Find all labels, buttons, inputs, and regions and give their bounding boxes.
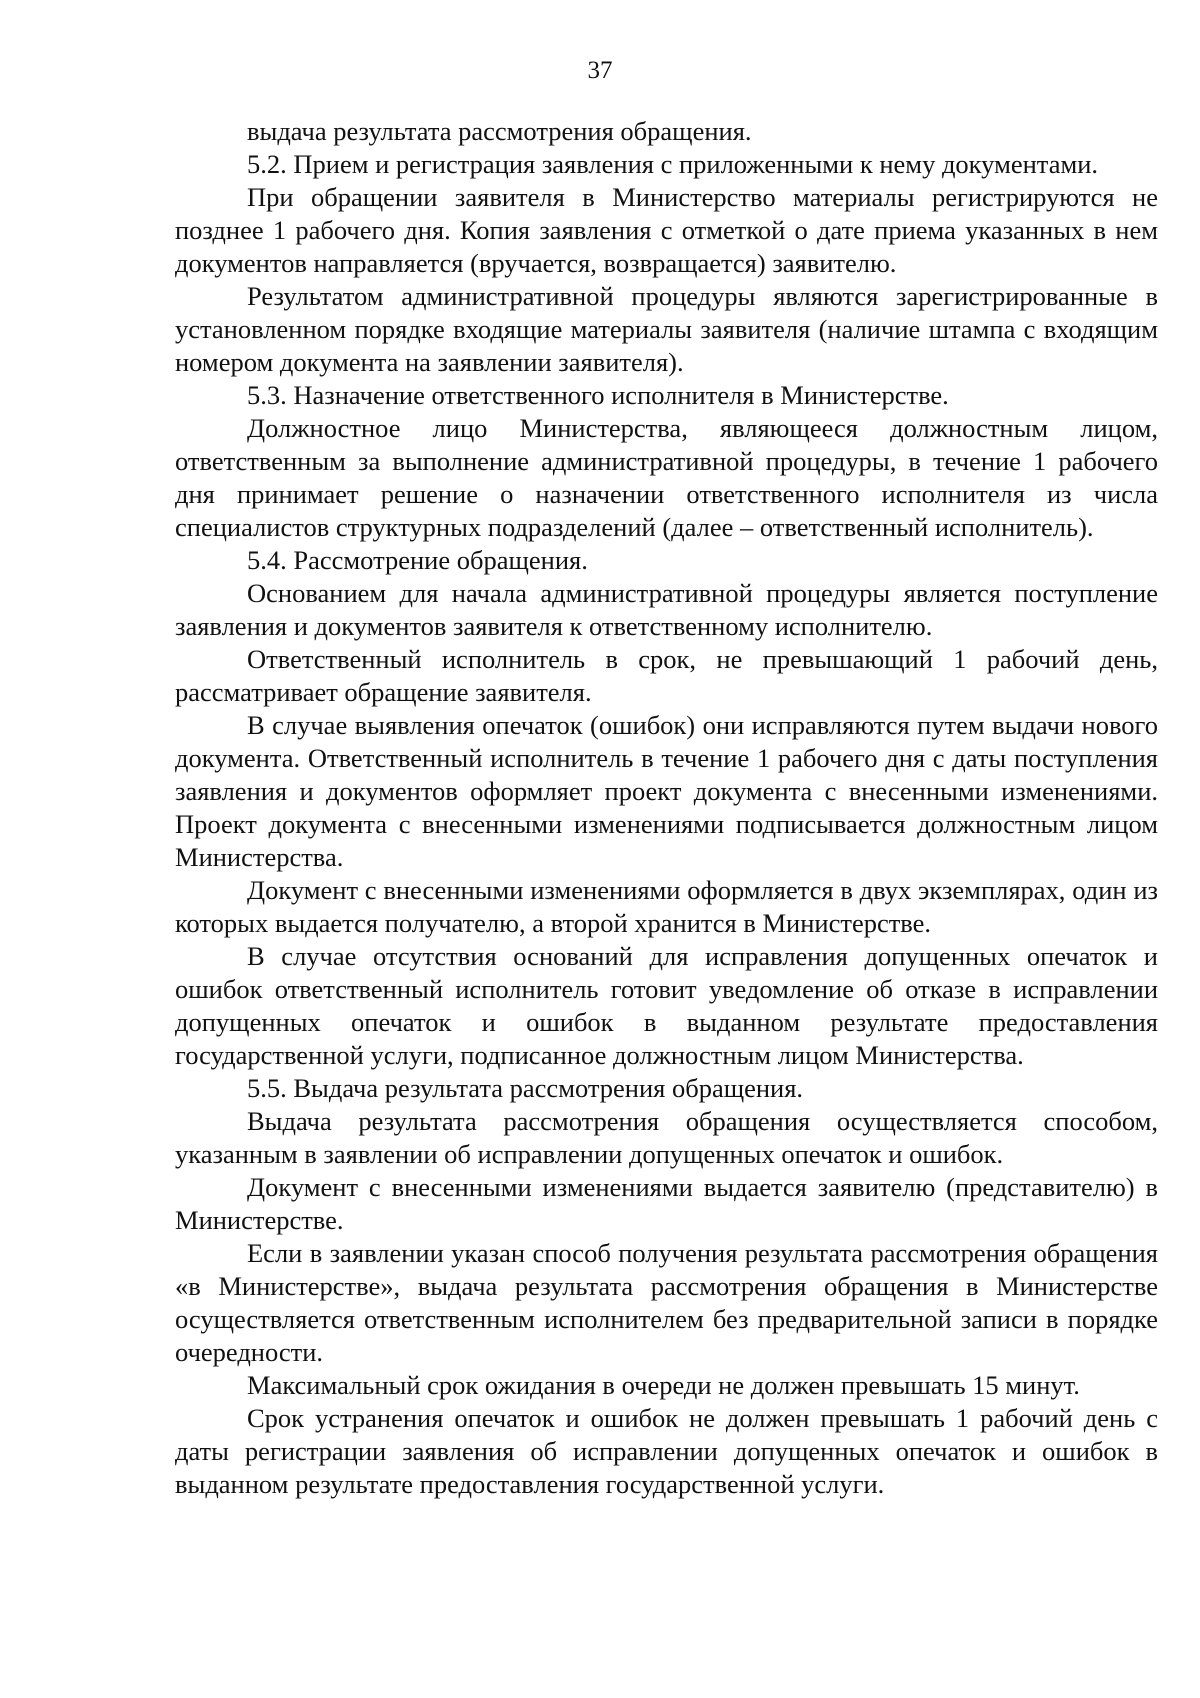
page-number: 37 — [587, 57, 613, 84]
paragraph: Результатом административной процедуры являются зарегистрированные в установленном порядке входящие материалы заявителя (наличие штампа с входящим номером документа на заявлении заявителя). — [175, 281, 1158, 377]
section-heading-5-3: 5.3. Назначение ответственного исполнителя в Министерстве. — [247, 380, 949, 410]
paragraph: Документ с внесенными изменениями выдается заявителю (представителю) в Министерстве. — [175, 1172, 1158, 1235]
section-heading-5-4: 5.4. Рассмотрение обращения. — [247, 545, 588, 575]
document-body — [175, 115, 1158, 1501]
paragraph: Максимальный срок ожидания в очереди не должен превышать 15 минут. — [247, 1370, 1080, 1400]
section-heading-5-5: 5.5. Выдача результата рассмотрения обращения. — [247, 1073, 804, 1103]
section-heading-5-2: 5.2. Прием и регистрация заявления с приложенными к нему документами. — [247, 149, 1099, 179]
paragraph: Должностное лицо Министерства, являющееся должностным лицом, ответственным за выполнение административной процедуры, в течение 1 рабочего дня принимает решение о назначении ответственного исполнителя из числа специалистов структурных подразделений (далее – ответственный исполнитель). — [175, 413, 1158, 542]
paragraph: Если в заявлении указан способ получения результата рассмотрения обращения «в Министерстве», выдача результата рассмотрения обращения в Министерстве осуществляется ответственным исполнителем без предварительной записи в порядке очередности. — [175, 1238, 1158, 1367]
paragraph: В случае выявления опечаток (ошибок) они исправляются путем выдачи нового документа. Ответственный исполнитель в течение 1 рабочего дня с даты поступления заявления и документов оформляет проект документа с внесенными изменениями. Проект документа с внесенными изменениями подписывается должностным лицом Министерства. — [175, 710, 1158, 872]
paragraph: Основанием для начала административной процедуры является поступление заявления и документов заявителя к ответственному исполнителю. — [175, 578, 1158, 641]
paragraph: Срок устранения опечаток и ошибок не должен превышать 1 рабочий день с даты регистрации заявления об исправлении допущенных опечаток и ошибок в выданном результате предоставления государственной услуги. — [175, 1403, 1158, 1499]
paragraph: Ответственный исполнитель в срок, не превышающий 1 рабочий день, рассматривает обращение заявителя. — [175, 644, 1158, 707]
paragraph: При обращении заявителя в Министерство материалы регистрируются не позднее 1 рабочего дня. Копия заявления с отметкой о дате приема указанных в нем документов направляется (вручается, возвращается) заявителю. — [175, 182, 1158, 278]
paragraph: Документ с внесенными изменениями оформляется в двух экземплярах, один из которых выдается получателю, а второй хранится в Министерстве. — [175, 875, 1158, 938]
paragraph: Выдача результата рассмотрения обращения осуществляется способом, указанным в заявлении об исправлении допущенных опечаток и ошибок. — [175, 1106, 1158, 1169]
paragraph: В случае отсутствия оснований для исправления допущенных опечаток и ошибок ответственный исполнитель готовит уведомление об отказе в исправлении допущенных опечаток и ошибок в выданном результате предоставления государственной услуги, подписанное должностным лицом Министерства. — [175, 941, 1158, 1070]
paragraph-continuation: выдача результата рассмотрения обращения. — [247, 116, 752, 146]
